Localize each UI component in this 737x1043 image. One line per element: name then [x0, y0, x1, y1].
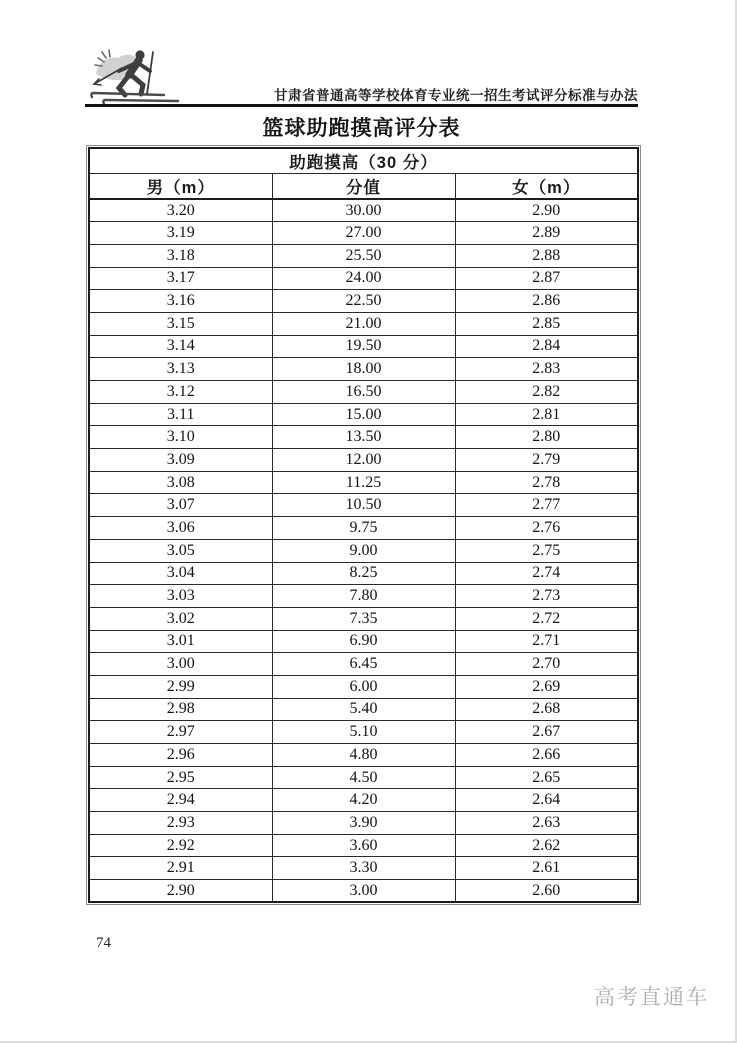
score-value-cell: 7.35: [272, 607, 455, 630]
score-table: [88, 147, 639, 903]
male-value-cell: 3.16: [89, 290, 272, 313]
column-header-male: 男（m）: [89, 174, 272, 200]
score-value-cell: 16.50: [272, 381, 455, 404]
score-value-cell: 3.60: [272, 834, 455, 857]
table-row: [89, 312, 638, 335]
female-value-cell: 2.60: [455, 880, 638, 903]
page-number: 74: [96, 935, 111, 951]
table-row: [89, 403, 638, 426]
male-value-cell: 3.17: [89, 267, 272, 290]
table-header-row: [89, 174, 638, 200]
score-value-cell: 7.80: [272, 585, 455, 608]
table-row: [89, 812, 638, 835]
table-row: [89, 358, 638, 381]
table-row: [89, 471, 638, 494]
female-value-cell: 2.75: [455, 539, 638, 562]
male-value-cell: 2.93: [89, 812, 272, 835]
female-value-cell: 2.65: [455, 766, 638, 789]
score-value-cell: 3.90: [272, 812, 455, 835]
male-value-cell: 2.90: [89, 880, 272, 903]
table-row: [89, 426, 638, 449]
female-value-cell: 2.82: [455, 381, 638, 404]
female-value-cell: 2.87: [455, 267, 638, 290]
female-value-cell: 2.78: [455, 471, 638, 494]
table-row: [89, 880, 638, 903]
male-value-cell: 3.05: [89, 539, 272, 562]
score-value-cell: 9.00: [272, 539, 455, 562]
table-row: [89, 675, 638, 698]
female-value-cell: 2.68: [455, 698, 638, 721]
female-value-cell: 2.63: [455, 812, 638, 835]
score-value-cell: 22.50: [272, 290, 455, 313]
female-value-cell: 2.84: [455, 335, 638, 358]
male-value-cell: 3.12: [89, 381, 272, 404]
male-value-cell: 3.10: [89, 426, 272, 449]
female-value-cell: 2.80: [455, 426, 638, 449]
score-value-cell: 21.00: [272, 312, 455, 335]
table-row: [89, 335, 638, 358]
female-value-cell: 2.88: [455, 244, 638, 267]
female-value-cell: 2.72: [455, 607, 638, 630]
male-value-cell: 2.92: [89, 834, 272, 857]
score-value-cell: 3.00: [272, 880, 455, 903]
score-value-cell: 11.25: [272, 471, 455, 494]
table-row: [89, 653, 638, 676]
male-value-cell: 2.95: [89, 766, 272, 789]
score-value-cell: 6.00: [272, 675, 455, 698]
score-value-cell: 30.00: [272, 199, 455, 222]
male-value-cell: 3.04: [89, 562, 272, 585]
female-value-cell: 2.73: [455, 585, 638, 608]
male-value-cell: 3.07: [89, 494, 272, 517]
female-value-cell: 2.81: [455, 403, 638, 426]
male-value-cell: 3.02: [89, 607, 272, 630]
male-value-cell: 3.20: [89, 199, 272, 222]
male-value-cell: 2.94: [89, 789, 272, 812]
table-row: [89, 494, 638, 517]
table-row: [89, 607, 638, 630]
table-row: [89, 244, 638, 267]
table-caption-row: [89, 148, 638, 174]
table-row: [89, 698, 638, 721]
table-row: [89, 789, 638, 812]
male-value-cell: 2.96: [89, 744, 272, 767]
female-value-cell: 2.85: [455, 312, 638, 335]
table-row: [89, 517, 638, 540]
page-title: 篮球助跑摸高评分表: [262, 117, 461, 140]
male-value-cell: 2.91: [89, 857, 272, 880]
male-value-cell: 3.00: [89, 653, 272, 676]
female-value-cell: 2.90: [455, 199, 638, 222]
table-row: [89, 449, 638, 472]
male-value-cell: 3.01: [89, 630, 272, 653]
score-value-cell: 6.45: [272, 653, 455, 676]
female-value-cell: 2.61: [455, 857, 638, 880]
score-value-cell: 6.90: [272, 630, 455, 653]
female-value-cell: 2.66: [455, 744, 638, 767]
male-value-cell: 3.03: [89, 585, 272, 608]
table-row: [89, 562, 638, 585]
score-value-cell: 5.10: [272, 721, 455, 744]
score-value-cell: 9.75: [272, 517, 455, 540]
table-row: [89, 585, 638, 608]
female-value-cell: 2.71: [455, 630, 638, 653]
female-value-cell: 2.67: [455, 721, 638, 744]
female-value-cell: 2.83: [455, 358, 638, 381]
score-value-cell: 13.50: [272, 426, 455, 449]
male-value-cell: 3.11: [89, 403, 272, 426]
male-value-cell: 3.15: [89, 312, 272, 335]
table-row: [89, 834, 638, 857]
watermark-text: 高考直通车: [594, 986, 709, 1009]
table-row: [89, 744, 638, 767]
score-value-cell: 3.30: [272, 857, 455, 880]
score-value-cell: 27.00: [272, 222, 455, 245]
score-value-cell: 18.00: [272, 358, 455, 381]
table-row: [89, 721, 638, 744]
score-value-cell: 5.40: [272, 698, 455, 721]
score-value-cell: 8.25: [272, 562, 455, 585]
female-value-cell: 2.77: [455, 494, 638, 517]
male-value-cell: 2.98: [89, 698, 272, 721]
document-header-text: 甘肃省普通高等学校体育专业统一招生考试评分标准与办法: [274, 88, 638, 103]
table-row: [89, 267, 638, 290]
score-value-cell: 4.50: [272, 766, 455, 789]
table-row: [89, 222, 638, 245]
header-divider-rule: [85, 104, 638, 107]
female-value-cell: 2.62: [455, 834, 638, 857]
male-value-cell: 2.99: [89, 675, 272, 698]
female-value-cell: 2.79: [455, 449, 638, 472]
score-value-cell: 4.80: [272, 744, 455, 767]
male-value-cell: 3.09: [89, 449, 272, 472]
female-value-cell: 2.70: [455, 653, 638, 676]
male-value-cell: 3.08: [89, 471, 272, 494]
female-value-cell: 2.86: [455, 290, 638, 313]
score-value-cell: 19.50: [272, 335, 455, 358]
table-caption: 助跑摸高（30 分）: [89, 148, 638, 174]
score-value-cell: 4.20: [272, 789, 455, 812]
table-row: [89, 381, 638, 404]
score-value-cell: 24.00: [272, 267, 455, 290]
table-body: [89, 199, 638, 902]
column-header-female: 女（m）: [455, 174, 638, 200]
score-value-cell: 25.50: [272, 244, 455, 267]
score-value-cell: 15.00: [272, 403, 455, 426]
male-value-cell: 3.13: [89, 358, 272, 381]
male-value-cell: 3.14: [89, 335, 272, 358]
table-row: [89, 290, 638, 313]
male-value-cell: 3.19: [89, 222, 272, 245]
table-row: [89, 766, 638, 789]
score-value-cell: 12.00: [272, 449, 455, 472]
female-value-cell: 2.74: [455, 562, 638, 585]
male-value-cell: 2.97: [89, 721, 272, 744]
female-value-cell: 2.89: [455, 222, 638, 245]
female-value-cell: 2.69: [455, 675, 638, 698]
male-value-cell: 3.06: [89, 517, 272, 540]
female-value-cell: 2.64: [455, 789, 638, 812]
female-value-cell: 2.76: [455, 517, 638, 540]
table-row: [89, 630, 638, 653]
table-row: [89, 199, 638, 222]
score-value-cell: 10.50: [272, 494, 455, 517]
male-value-cell: 3.18: [89, 244, 272, 267]
table-row: [89, 857, 638, 880]
table-row: [89, 539, 638, 562]
column-header-score: 分值: [272, 174, 455, 200]
